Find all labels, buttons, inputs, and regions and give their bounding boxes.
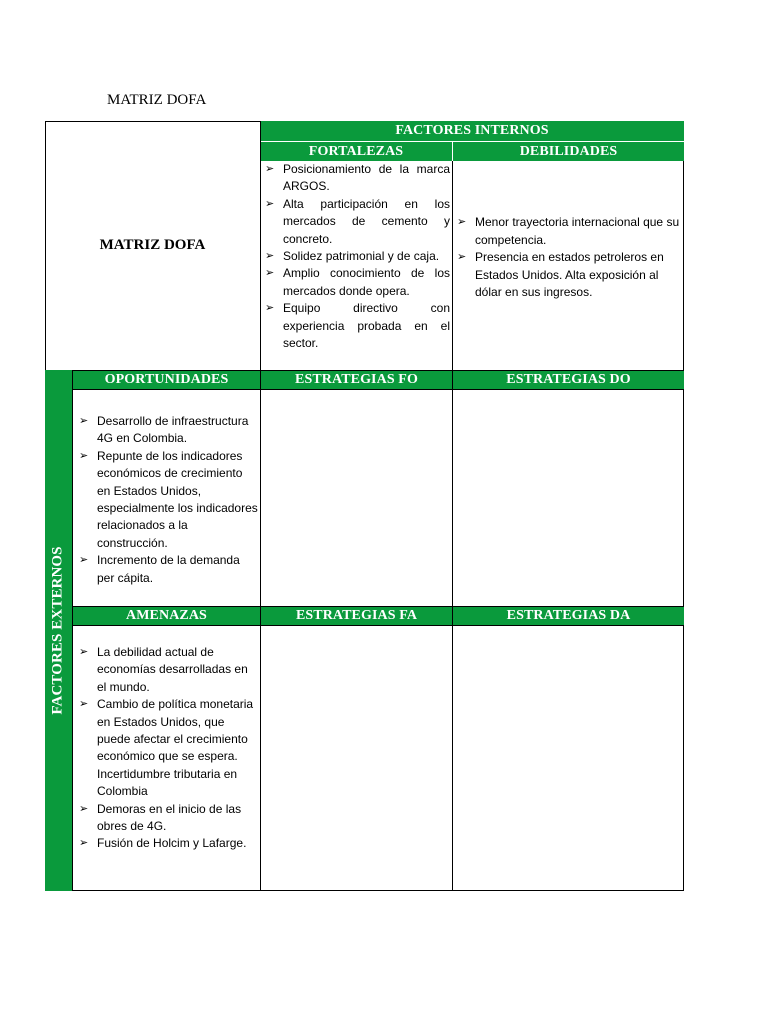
oportunidades-list xyxy=(75,413,259,587)
header-estrategias-fo: ESTRATEGIAS FO xyxy=(261,371,452,389)
list-item xyxy=(261,196,450,248)
corner-label: MATRIZ DOFA xyxy=(99,237,206,253)
estrategias-do-cell[interactable] xyxy=(453,390,684,605)
bullet-arrow-icon: ➢ xyxy=(265,197,275,210)
list-item xyxy=(261,248,450,265)
estrategias-fa-cell[interactable] xyxy=(261,626,452,890)
list-item xyxy=(75,552,259,587)
list-item-text: Incremento de la demanda per cápita. xyxy=(97,553,240,585)
list-item-text: Posicionamiento de la marca ARGOS. xyxy=(283,162,450,194)
list-item xyxy=(453,214,682,249)
header-estrategias-do: ESTRATEGIAS DO xyxy=(453,371,684,389)
list-item xyxy=(261,300,450,352)
header-oportunidades: OPORTUNIDADES xyxy=(73,371,260,389)
header-estrategias-fa: ESTRATEGIAS FA xyxy=(261,607,452,625)
list-item xyxy=(261,265,450,300)
list-item xyxy=(75,696,259,766)
list-item-text: Solidez patrimonial y de caja. xyxy=(283,249,440,264)
debilidades-list xyxy=(453,214,682,301)
list-item-text: Menor trayectoria internacional que su competencia. xyxy=(475,215,680,247)
bullet-arrow-icon: ➢ xyxy=(79,415,89,427)
list-item xyxy=(75,766,259,801)
header-estrategias-da: ESTRATEGIAS DA xyxy=(453,607,684,625)
list-item-text: Alta participación en los mercados de cemento y concreto. xyxy=(283,196,450,246)
header-factores-internos: FACTORES INTERNOS xyxy=(260,121,684,141)
bullet-arrow-icon: ➢ xyxy=(265,267,275,280)
bullet-arrow-icon: ➢ xyxy=(79,646,89,658)
list-item xyxy=(261,161,450,196)
list-item-text: Cambio de política monetaria en Estados Unidos, que puede afectar el crecimiento económico que se espera. xyxy=(97,697,254,764)
bullet-arrow-icon: ➢ xyxy=(265,163,275,175)
list-item-text: Demoras en el inicio de las obres de 4G. xyxy=(97,801,242,834)
fortalezas-list xyxy=(261,161,450,352)
list-item-text: Equipo directivo con experiencia probada en el sector. xyxy=(283,301,450,351)
list-item xyxy=(75,835,259,852)
bullet-arrow-icon: ➢ xyxy=(79,802,89,815)
page-title: MATRIZ DOFA xyxy=(107,92,207,108)
list-item-text: Incertidumbre tributaria en Colombia xyxy=(97,766,238,799)
list-item xyxy=(75,801,259,836)
header-fortalezas: FORTALEZAS xyxy=(260,142,452,161)
corner-cell xyxy=(45,121,260,370)
bullet-arrow-icon: ➢ xyxy=(79,837,89,850)
factores-externos-band xyxy=(45,370,72,891)
dofa-matrix xyxy=(45,121,684,891)
factores-externos-label: FACTORES EXTERNOS xyxy=(50,546,66,715)
estrategias-da-cell[interactable] xyxy=(453,626,684,890)
list-item xyxy=(75,448,259,552)
list-item xyxy=(75,413,259,448)
bullet-arrow-icon: ➢ xyxy=(457,251,467,264)
amenazas-list xyxy=(75,644,259,853)
list-item xyxy=(453,249,682,301)
list-item-text: Presencia en estados petroleros en Estados Unidos. Alta exposición al dólar en sus ingresos. xyxy=(475,250,664,300)
list-item xyxy=(75,644,259,696)
list-item-text: Desarrollo de infraestructura 4G en Colombia. xyxy=(97,414,249,446)
bullet-arrow-icon: ➢ xyxy=(79,554,89,567)
bullet-arrow-icon: ➢ xyxy=(265,302,275,315)
debilidades-cell xyxy=(453,161,682,369)
bullet-arrow-icon: ➢ xyxy=(79,698,89,711)
list-item-text: Amplio conocimiento de los mercados donde opera. xyxy=(283,266,450,298)
header-amenazas: AMENAZAS xyxy=(73,607,260,625)
amenazas-cell xyxy=(75,644,259,884)
oportunidades-cell xyxy=(75,413,259,605)
fortalezas-cell xyxy=(261,161,450,369)
bullet-arrow-icon: ➢ xyxy=(79,449,89,462)
bullet-arrow-icon: ➢ xyxy=(265,250,275,263)
list-item-text: Fusión de Holcim y Lafarge. xyxy=(97,836,247,851)
bullet-arrow-icon: ➢ xyxy=(457,216,467,229)
list-item-text: Repunte de los indicadores económicos de crecimiento en Estados Unidos, especialmente los indicadores relacionados a la construcción. xyxy=(97,448,258,550)
estrategias-fo-cell[interactable] xyxy=(261,390,452,605)
header-debilidades: DEBILIDADES xyxy=(453,142,684,161)
list-item-text: La debilidad actual de economías desarrolladas en el mundo. xyxy=(97,645,248,694)
